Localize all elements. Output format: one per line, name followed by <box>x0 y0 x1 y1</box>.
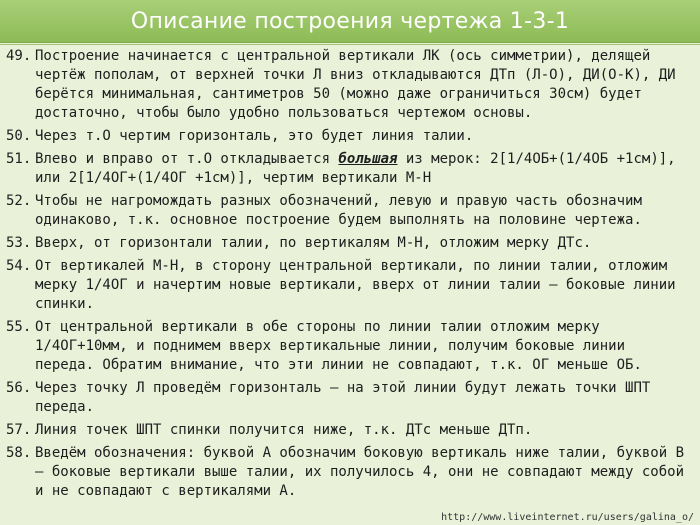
title-bar <box>0 0 700 43</box>
item-number: 57. <box>6 422 32 438</box>
item-text: От вертикалей М-Н, в сторону центральной вертикали, по линии талии, отложим мерку 1/4ОГ и начертим новые вертикали, вверх от линии талии – боковые линии спинки. <box>35 258 676 312</box>
item-number: 52. <box>6 193 32 209</box>
item-text: От центральной вертикали в обе стороны по линии талии отложим мерку 1/4ОГ+10мм, и поднимем вверх вертикальные линии, получим боковые линии переда. Обратим внимание, что эти линии не совпадают, т.к. ОГ меньше ОБ. <box>35 319 642 373</box>
source-url-watermark: http://www.liveinternet.ru/users/galina_o/ <box>441 512 694 523</box>
item-text-before: Влево и вправо от т.О откладывается <box>35 151 339 167</box>
list-item <box>6 421 690 440</box>
slide-body <box>0 44 700 507</box>
list-item <box>6 150 690 188</box>
list-item <box>6 318 690 375</box>
item-number: 50. <box>6 128 32 144</box>
list-item <box>6 192 690 230</box>
list-item <box>6 444 690 501</box>
list-item <box>6 257 690 314</box>
item-number: 58. <box>6 445 32 461</box>
item-text: Через т.О чертим горизонталь, это будет линия талии. <box>35 128 474 144</box>
item-text: Чтобы не нагромождать разных обозначений, левую и правую часть обозначим одинаково, т.к. основное построение будем выполнять на половине чертежа. <box>35 193 642 228</box>
list-item <box>6 379 690 417</box>
instruction-list <box>0 45 700 501</box>
item-text: Через точку Л проведём горизонталь – на этой линии будут лежать точки ШПТ переда. <box>35 380 651 415</box>
item-number: 49. <box>6 48 32 64</box>
item-text: Построение начинается с центральной вертикали ЛК (ось симметрии), делящей чертёж пополам, от верхней точки Л вниз откладываются ДТп (Л-О), ДИ(О-К), ДИ берётся минимальная, сантиметров 50 (можно даже ограничиться 30см) будет достаточно, чтобы было удобно пользоваться чертежом основы. <box>35 48 676 121</box>
item-number: 55. <box>6 319 32 335</box>
slide-title: Описание построения чертежа 1-3-1 <box>130 8 570 34</box>
list-item <box>6 234 690 253</box>
item-text: Вверх, от горизонтали талии, по вертикалям М-Н, отложим мерку ДТс. <box>35 235 592 251</box>
item-text: Введём обозначения: буквой А обозначим боковую вертикаль ниже талии, буквой В – боковые вертикали выше талии, их получилось 4, они не совпадают между собой и не совпадают с вертикалями А. <box>35 445 685 499</box>
item-number: 56. <box>6 380 32 396</box>
list-item <box>6 127 690 146</box>
item-number: 53. <box>6 235 32 251</box>
item-number: 51. <box>6 151 32 167</box>
item-text-after: из мерок: 2[1/4ОБ+(1/4ОБ +1см)], или 2[1/4ОГ+(1/4ОГ +1см)], чертим вертикали М-Н <box>35 151 676 186</box>
list-item <box>6 47 690 123</box>
item-number: 54. <box>6 258 32 274</box>
emphasized-word: большая <box>338 151 398 167</box>
item-text <box>35 150 690 188</box>
item-text: Линия точек ШПТ спинки получится ниже, т.к. ДТс меньше ДТп. <box>35 422 533 438</box>
